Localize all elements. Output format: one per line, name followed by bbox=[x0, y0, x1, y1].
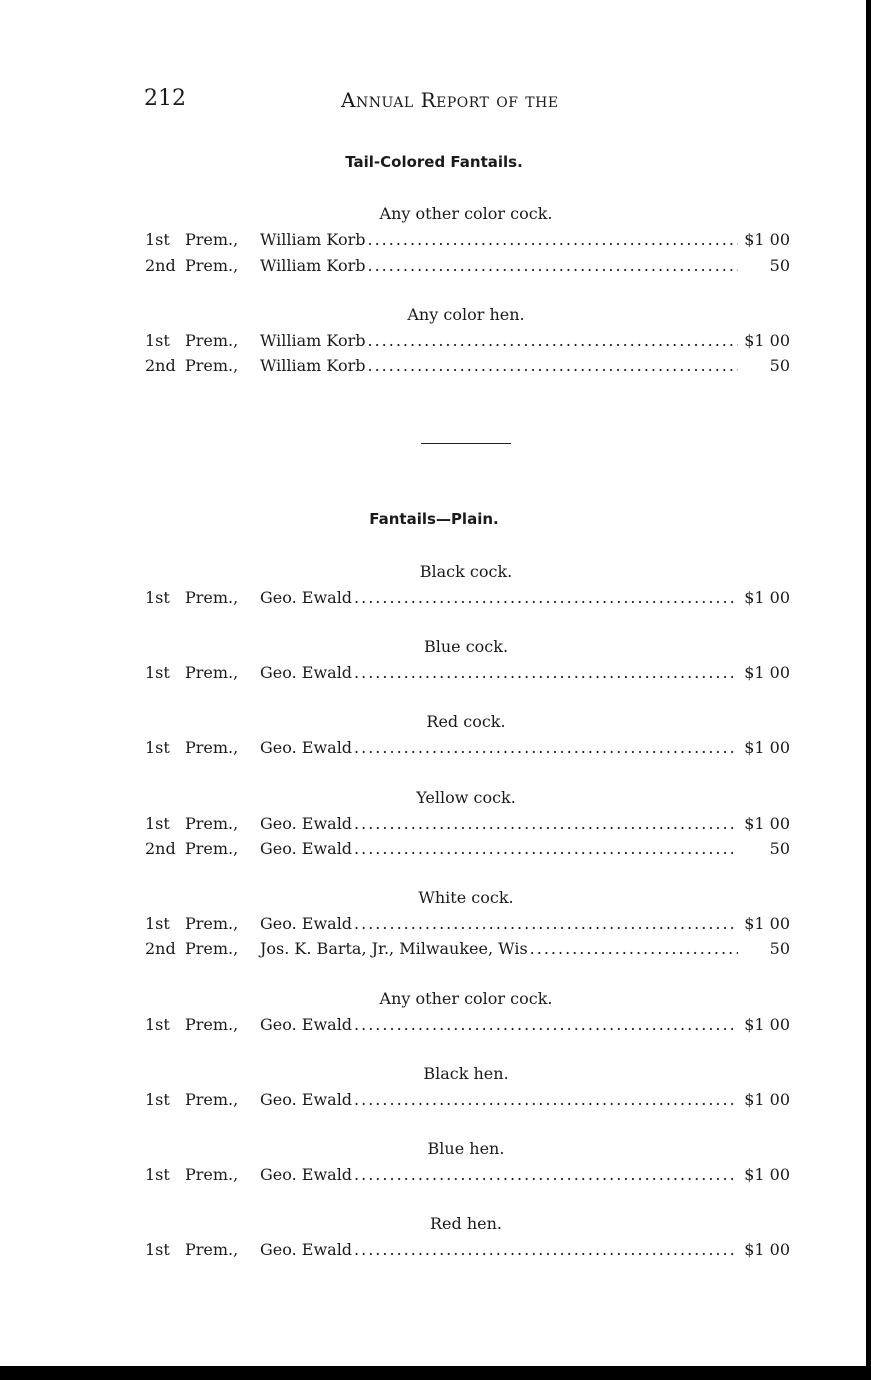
award-entry bbox=[145, 1165, 790, 1187]
award-prem: Prem., bbox=[185, 939, 239, 958]
scan-edge-right bbox=[866, 0, 871, 1380]
award-amount: $1 00 bbox=[744, 1015, 790, 1034]
award-amount: $1 00 bbox=[744, 230, 790, 249]
award-entry bbox=[145, 738, 790, 760]
class-heading: Any color hen. bbox=[407, 305, 525, 324]
dot-leader bbox=[354, 814, 738, 833]
award-prem: Prem., bbox=[185, 1015, 239, 1034]
exhibitor-name: Geo. Ewald bbox=[260, 914, 353, 933]
award-place: 2nd bbox=[145, 256, 176, 275]
award-amount: $1 00 bbox=[744, 1165, 790, 1184]
award-amount: 50 bbox=[769, 356, 790, 375]
exhibitor-name: Geo. Ewald bbox=[260, 1165, 353, 1184]
award-amount: 50 bbox=[769, 839, 790, 858]
class-heading: White cock. bbox=[418, 888, 514, 907]
class-heading: Red hen. bbox=[429, 1214, 502, 1233]
award-prem: Prem., bbox=[185, 738, 239, 757]
award-entry bbox=[145, 230, 790, 252]
award-entry bbox=[145, 814, 790, 836]
dot-leader bbox=[367, 356, 738, 375]
class-heading: Black cock. bbox=[419, 562, 513, 581]
class-heading: Blue hen. bbox=[427, 1139, 505, 1158]
class-heading: Yellow cock. bbox=[416, 788, 516, 807]
exhibitor-name: Geo. Ewald bbox=[260, 839, 353, 858]
award-place: 2nd bbox=[145, 939, 176, 958]
page-number: 212 bbox=[144, 86, 186, 111]
award-place: 1st bbox=[145, 331, 170, 350]
dot-leader bbox=[354, 738, 738, 757]
award-entry bbox=[145, 331, 790, 353]
award-amount: $1 00 bbox=[744, 331, 790, 350]
exhibitor-name: Geo. Ewald bbox=[260, 588, 353, 607]
class-heading: Blue cock. bbox=[423, 637, 509, 656]
dot-leader bbox=[354, 1165, 738, 1184]
award-entry bbox=[145, 839, 790, 861]
section-title: Fantails—Plain. bbox=[369, 510, 499, 528]
award-prem: Prem., bbox=[185, 814, 239, 833]
award-prem: Prem., bbox=[185, 1240, 239, 1259]
dot-leader bbox=[354, 1090, 738, 1109]
award-place: 1st bbox=[145, 914, 170, 933]
exhibitor-name: Geo. Ewald bbox=[260, 1090, 353, 1109]
dot-leader bbox=[354, 588, 738, 607]
dot-leader bbox=[354, 914, 738, 933]
dot-leader bbox=[354, 1015, 738, 1034]
exhibitor-name: William Korb bbox=[260, 256, 366, 275]
award-amount: $1 00 bbox=[744, 663, 790, 682]
award-prem: Prem., bbox=[185, 839, 239, 858]
award-entry bbox=[145, 1015, 790, 1037]
class-heading: Red cock. bbox=[426, 712, 506, 731]
award-entry bbox=[145, 256, 790, 278]
award-amount: 50 bbox=[769, 939, 790, 958]
dot-leader bbox=[354, 663, 738, 682]
award-place: 1st bbox=[145, 1015, 170, 1034]
award-place: 2nd bbox=[145, 839, 176, 858]
exhibitor-name: Geo. Ewald bbox=[260, 1240, 353, 1259]
award-prem: Prem., bbox=[185, 1165, 239, 1184]
dot-leader bbox=[367, 256, 738, 275]
class-heading: Any other color cock. bbox=[379, 989, 553, 1008]
dot-leader bbox=[367, 331, 738, 350]
exhibitor-name: Jos. K. Barta, Jr., Milwaukee, Wis bbox=[260, 939, 528, 958]
exhibitor-name: Geo. Ewald bbox=[260, 738, 353, 757]
award-entry bbox=[145, 1240, 790, 1262]
running-head: Annual Report of the bbox=[341, 88, 559, 112]
exhibitor-name: Geo. Ewald bbox=[260, 1015, 353, 1034]
award-entry bbox=[145, 939, 790, 961]
class-heading: Any other color cock. bbox=[379, 204, 553, 223]
award-prem: Prem., bbox=[185, 230, 239, 249]
award-entry bbox=[145, 1090, 790, 1112]
award-entry bbox=[145, 588, 790, 610]
award-entry bbox=[145, 356, 790, 378]
award-amount: $1 00 bbox=[744, 738, 790, 757]
award-prem: Prem., bbox=[185, 356, 239, 375]
award-prem: Prem., bbox=[185, 331, 239, 350]
award-entry bbox=[145, 914, 790, 936]
award-amount: $1 00 bbox=[744, 914, 790, 933]
award-amount: $1 00 bbox=[744, 814, 790, 833]
award-prem: Prem., bbox=[185, 256, 239, 275]
award-amount: 50 bbox=[769, 256, 790, 275]
award-amount: $1 00 bbox=[744, 1090, 790, 1109]
award-place: 1st bbox=[145, 814, 170, 833]
class-heading: Black hen. bbox=[423, 1064, 509, 1083]
award-prem: Prem., bbox=[185, 1090, 239, 1109]
award-place: 1st bbox=[145, 1165, 170, 1184]
exhibitor-name: William Korb bbox=[260, 230, 366, 249]
dot-leader bbox=[354, 1240, 738, 1259]
award-place: 2nd bbox=[145, 356, 176, 375]
dot-leader bbox=[530, 939, 738, 958]
award-amount: $1 00 bbox=[744, 588, 790, 607]
section-divider bbox=[421, 443, 511, 444]
award-place: 1st bbox=[145, 1090, 170, 1109]
scan-edge-bottom bbox=[0, 1366, 871, 1380]
section-title: Tail-Colored Fantails. bbox=[345, 153, 523, 171]
dot-leader bbox=[367, 230, 738, 249]
award-place: 1st bbox=[145, 1240, 170, 1259]
award-prem: Prem., bbox=[185, 588, 239, 607]
exhibitor-name: Geo. Ewald bbox=[260, 814, 353, 833]
award-entry bbox=[145, 663, 790, 685]
award-place: 1st bbox=[145, 230, 170, 249]
page-header bbox=[0, 86, 868, 114]
award-prem: Prem., bbox=[185, 663, 239, 682]
award-place: 1st bbox=[145, 588, 170, 607]
award-amount: $1 00 bbox=[744, 1240, 790, 1259]
award-prem: Prem., bbox=[185, 914, 239, 933]
award-place: 1st bbox=[145, 663, 170, 682]
dot-leader bbox=[354, 839, 738, 858]
award-place: 1st bbox=[145, 738, 170, 757]
exhibitor-name: William Korb bbox=[260, 331, 366, 350]
exhibitor-name: William Korb bbox=[260, 356, 366, 375]
exhibitor-name: Geo. Ewald bbox=[260, 663, 353, 682]
